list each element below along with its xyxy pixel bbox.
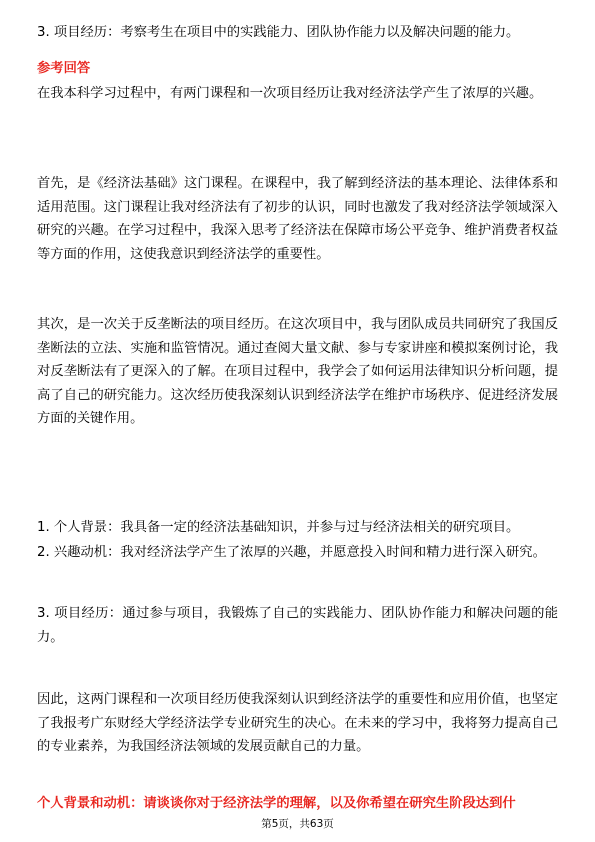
page-footer: 第5页，共63页 <box>261 818 334 830</box>
body-paragraph-2: 其次，是一次关于反垄断法的项目经历。在这次项目中，我与团队成员共同研究了我国反垄断法的立法、实施和监管情况。通过查阅大量文献、参与专家讲座和模拟案例讨论，我对反垄断法有了更深入的了解。在项目过程中，我学会了如何运用法律知识分析问题，提高了自己的研究能力。这次经历使我深刻认识到经济法学在维护市场秩序、促进经济发展方面的关键作用。 <box>37 317 558 426</box>
conclusion-paragraph: 因此，这两门课程和一次项目经历使我深刻认识到经济法学的重要性和应用价值，也坚定了我报考广东财经大学经济法学专业研究生的决心。在未来的学习中，我将努力提高自己的专业素养，为我国经济法领域的发展贡献自己的力量。 <box>37 692 558 754</box>
body-paragraph-1: 首先，是《经济法基础》这门课程。在课程中，我了解到经济法的基本理论、法律体系和适用范围。这门课程让我对经济法有了初步的认识，同时也激发了我对经济法学领域深入研究的兴趣。在学习过程中，我深入思考了经济法在保障市场公平竞争、维护消费者权益等方面的作用，这使我意识到经济法学的重要性。 <box>37 176 558 262</box>
question-item-3: 3. 项目经历：考察考生在项目中的实践能力、团队协作能力以及解决问题的能力。 <box>37 25 520 40</box>
list-item-2: 2. 兴趣动机：我对经济法学产生了浓厚的兴趣，并愿意投入时间和精力进行深入研究。 <box>37 545 546 560</box>
list-item-3: 3. 项目经历：通过参与项目，我锻炼了自己的实践能力、团队协作能力和解决问题的能力。 <box>37 606 558 645</box>
list-item-1: 1. 个人背景：我具备一定的经济法基础知识，并参与过与经济法相关的研究项目。 <box>37 520 520 535</box>
intro-paragraph: 在我本科学习过程中，有两门课程和一次项目经历让我对经济法学产生了浓厚的兴趣。 <box>37 86 543 101</box>
answer-heading: 参考回答 <box>37 61 91 76</box>
next-question-heading: 个人背景和动机：请谈谈你对于经济法学的理解，以及你希望在研究生阶段达到什 <box>37 796 516 811</box>
